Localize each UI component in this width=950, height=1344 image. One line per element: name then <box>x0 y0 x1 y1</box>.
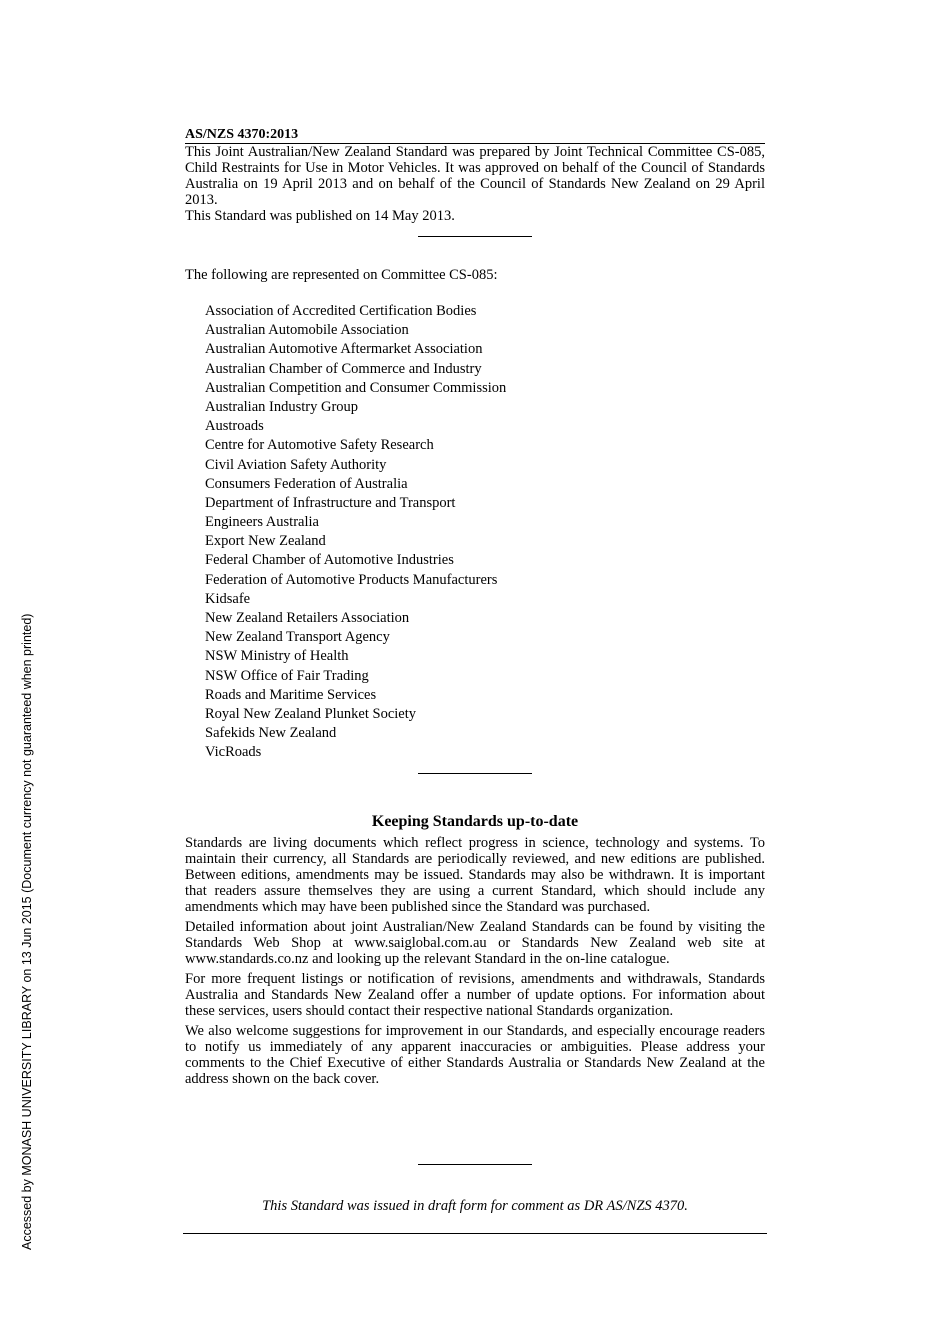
committee-member: Civil Aviation Safety Authority <box>205 456 387 473</box>
committee-member: Roads and Maritime Services <box>205 686 377 703</box>
committee-member: New Zealand Retailers Association <box>205 610 410 626</box>
keeping-paragraph: Detailed information about joint Australian/New Zealand Standards can be found by visiting the Standards Web Shop at www.saiglobal.com.au or Standards New Zealand web site at www.standards.co.nz and looking up the relevant Standard in the on-line catalogue. <box>185 919 765 967</box>
committee-member: Austroads <box>205 418 264 435</box>
committee-member: Consumers Federation of Australia <box>205 475 408 492</box>
committee-member: Centre for Automotive Safety Research <box>205 437 434 454</box>
keeping-standards-body <box>185 835 765 1091</box>
keeping-paragraph: Standards are living documents which reflect progress in science, technology and systems. To maintain their currency, all Standards are periodically reviewed, and new editions are published. Between editions, amendments may be issued. Standards may also be withdrawn. It is important that readers assure themselves they are using a current Standard, which should include any amendments which may have been published since the Standard was purchased. <box>185 835 765 915</box>
keeping-paragraph: We also welcome suggestions for improvement in our Standards, and especially encourage readers to notify us immediately of any apparent inaccuracies or ambiguities. Please address your comments to the Chief Executive of either Standards Australia or Standards New Zealand at the address shown on the back cover. <box>185 1023 765 1087</box>
access-watermark: Accessed by MONASH UNIVERSITY LIBRARY on 13 Jun 2015 (Document currency not guaranteed when printed) <box>20 613 34 1250</box>
section-divider <box>418 236 532 237</box>
section-divider <box>418 1164 532 1165</box>
keeping-standards-heading: Keeping Standards up-to-date <box>371 813 579 830</box>
preparation-paragraph: This Joint Australian/New Zealand Standard was prepared by Joint Technical Committee CS-085, Child Restraints for Use in Motor Vehicles. It was approved on behalf of the Council of Standards Australia on 19 April 2013 and on behalf of the Council of Standards New Zealand on 29 April 2013. <box>185 144 765 208</box>
footer-rule <box>183 1233 767 1234</box>
committee-member: Australian Chamber of Commerce and Industry <box>205 360 482 377</box>
committee-member-list <box>205 302 506 763</box>
standard-code: AS/NZS 4370:2013 <box>185 126 765 144</box>
committee-member: Royal New Zealand Plunket Society <box>205 705 417 722</box>
committee-member: Engineers Australia <box>205 514 319 531</box>
committee-member: Australian Competition and Consumer Commission <box>205 379 507 396</box>
draft-note: This Standard was issued in draft form for comment as DR AS/NZS 4370. <box>262 1198 688 1214</box>
page-content <box>185 126 765 1214</box>
committee-member: NSW Ministry of Health <box>205 648 349 665</box>
committee-member: Australian Automotive Aftermarket Association <box>205 341 483 358</box>
committee-member: Department of Infrastructure and Transport <box>205 494 456 511</box>
committee-member: NSW Office of Fair Trading <box>205 667 369 684</box>
section-divider <box>418 773 532 774</box>
committee-member: Australian Automobile Association <box>205 322 409 339</box>
committee-member: Export New Zealand <box>205 533 326 550</box>
committee-intro: The following are represented on Committee CS-085: <box>185 267 498 283</box>
committee-member: Association of Accredited Certification Bodies <box>205 303 477 319</box>
committee-member: New Zealand Transport Agency <box>205 629 390 646</box>
committee-member: VicRoads <box>205 744 262 761</box>
publication-date: This Standard was published on 14 May 2013. <box>185 208 455 224</box>
committee-member: Safekids New Zealand <box>205 725 337 742</box>
keeping-paragraph: For more frequent listings or notification of revisions, amendments and withdrawals, Standards Australia and Standards New Zealand offer a number of update options. For information about these services, users should contact their respective national Standards organization. <box>185 971 765 1019</box>
committee-member: Kidsafe <box>205 590 251 607</box>
committee-member: Australian Industry Group <box>205 398 359 415</box>
committee-member: Federal Chamber of Automotive Industries <box>205 552 454 569</box>
committee-member: Federation of Automotive Products Manufacturers <box>205 571 498 588</box>
